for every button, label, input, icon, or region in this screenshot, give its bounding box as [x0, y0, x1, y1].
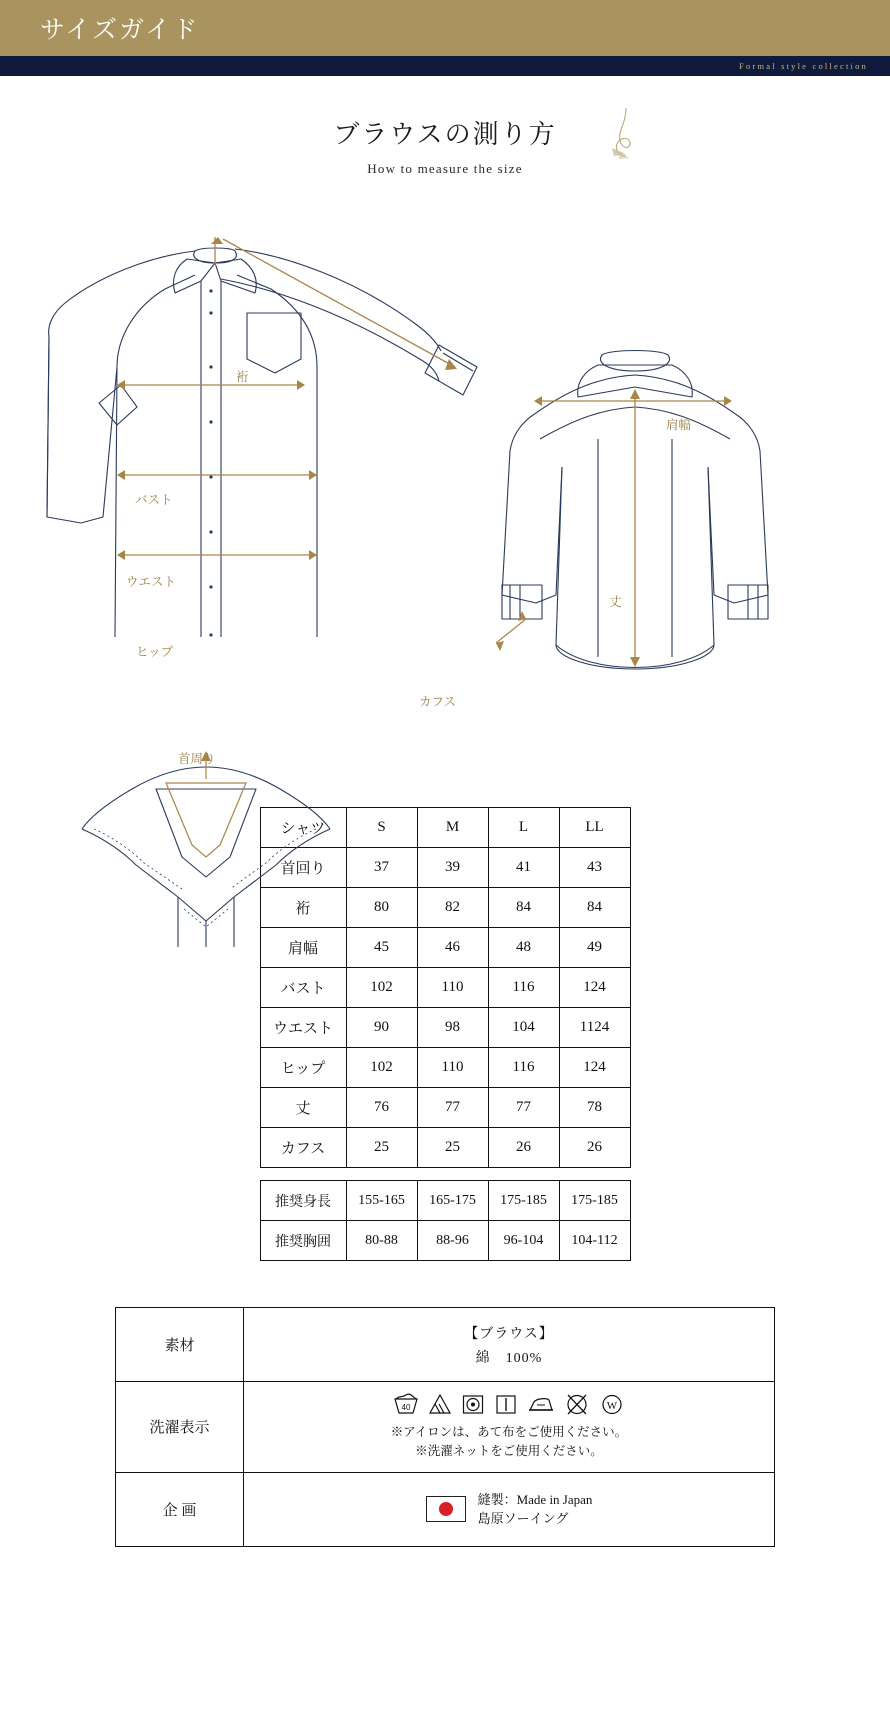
cell: 102 — [346, 968, 417, 1008]
cell: 80-88 — [346, 1221, 417, 1261]
info-row-wash — [116, 1382, 775, 1473]
cell: 26 — [488, 1128, 559, 1168]
cell: 88-96 — [417, 1221, 488, 1261]
row-label: 丈 — [260, 1088, 346, 1128]
cell: 37 — [346, 848, 417, 888]
row-label: 肩幅 — [260, 928, 346, 968]
cell: 49 — [559, 928, 630, 968]
front-shirt-illustration — [25, 217, 495, 637]
cell: 26 — [559, 1128, 630, 1168]
cell: 102 — [346, 1048, 417, 1088]
table-row — [260, 1088, 630, 1128]
cell: 98 — [417, 1008, 488, 1048]
label-cuffs: カフス — [419, 695, 457, 709]
back-shirt-illustration — [480, 327, 790, 687]
cell: 90 — [346, 1008, 417, 1048]
measure-title-ja: ブラウスの測り方 — [333, 120, 557, 149]
plan-line2: 島原ソーイング — [477, 1511, 569, 1527]
label-length: 丈 — [609, 595, 622, 609]
material-label: 素材 — [116, 1308, 244, 1382]
material-line1: 【ブラウス】 — [464, 1326, 554, 1342]
cell: 76 — [346, 1088, 417, 1128]
plan-value — [244, 1472, 775, 1546]
size-table-header-4: LL — [559, 808, 630, 848]
cell: 165-175 — [417, 1181, 488, 1221]
cell: 175-185 — [488, 1181, 559, 1221]
cell: 41 — [488, 848, 559, 888]
plan-line1: 縫製：Made in Japan — [477, 1491, 593, 1507]
cell: 84 — [559, 888, 630, 928]
cell: 48 — [488, 928, 559, 968]
wash-tub-40-icon — [393, 1392, 419, 1416]
cell: 175-185 — [559, 1181, 630, 1221]
no-dryclean-icon — [564, 1392, 590, 1416]
product-info-table — [115, 1307, 775, 1547]
row-label: 推奨胸囲 — [260, 1221, 346, 1261]
label-shoulder-width: 肩幅 — [666, 418, 692, 432]
cell: 110 — [417, 1048, 488, 1088]
label-hip: ヒップ — [136, 645, 174, 659]
label-neck: 首周り — [178, 752, 216, 766]
cell: 25 — [346, 1128, 417, 1168]
cell: 104 — [488, 1008, 559, 1048]
cell: 84 — [488, 888, 559, 928]
japan-flag-icon — [426, 1496, 466, 1522]
cell: 46 — [417, 928, 488, 968]
cell: 96-104 — [488, 1221, 559, 1261]
row-label: カフス — [260, 1128, 346, 1168]
cell: 39 — [417, 848, 488, 888]
material-value — [244, 1308, 775, 1382]
product-info-section — [0, 1307, 890, 1607]
row-label: ヒップ — [260, 1048, 346, 1088]
bleach-triangle-icon — [428, 1392, 452, 1416]
size-table-header-2: M — [417, 808, 488, 848]
info-row-plan — [116, 1472, 775, 1546]
measurement-diagrams — [0, 187, 890, 807]
cell: 116 — [488, 968, 559, 1008]
svg-text:40: 40 — [401, 1403, 411, 1412]
dry-natural-icon — [494, 1392, 518, 1416]
wash-care-icons — [252, 1392, 766, 1416]
table-row — [260, 1128, 630, 1168]
collection-label: Formal style collection — [739, 61, 868, 71]
table-row — [260, 968, 630, 1008]
cell: 82 — [417, 888, 488, 928]
iron-icon — [527, 1392, 555, 1416]
wash-value — [244, 1382, 775, 1473]
row-label: バスト — [260, 968, 346, 1008]
info-row-material — [116, 1308, 775, 1382]
wetclean-w-icon — [599, 1392, 625, 1416]
label-waist: ウエスト — [126, 575, 177, 589]
tumble-dry-icon — [461, 1392, 485, 1416]
page-header — [0, 0, 890, 56]
size-table-header-1: S — [346, 808, 417, 848]
cell: 116 — [488, 1048, 559, 1088]
label-yuki: 裄 — [236, 370, 249, 384]
row-label: 裄 — [260, 888, 346, 928]
cell: 155-165 — [346, 1181, 417, 1221]
table-row — [260, 1048, 630, 1088]
collar-detail-illustration — [60, 737, 350, 947]
row-label: 首回り — [260, 848, 346, 888]
cell: 77 — [417, 1088, 488, 1128]
cell: 45 — [346, 928, 417, 968]
cell: 124 — [559, 968, 630, 1008]
cell: 80 — [346, 888, 417, 928]
table-row — [260, 1008, 630, 1048]
cell: 78 — [559, 1088, 630, 1128]
label-bust: バスト — [135, 493, 173, 507]
cell: 124 — [559, 1048, 630, 1088]
sub-header — [0, 56, 890, 76]
svg-text:W: W — [606, 1400, 618, 1412]
row-label: ウエスト — [260, 1008, 346, 1048]
cell: 25 — [417, 1128, 488, 1168]
measure-title-block — [0, 76, 890, 177]
wash-label: 洗濯表示 — [116, 1382, 244, 1473]
cell: 1124 — [559, 1008, 630, 1048]
material-line2: 綿 100% — [475, 1350, 543, 1366]
plan-label: 企 画 — [116, 1472, 244, 1546]
table-row — [260, 1221, 630, 1261]
measure-title-en: How to measure the size — [367, 161, 523, 176]
recommend-table — [260, 1180, 631, 1261]
size-table-header-3: L — [488, 808, 559, 848]
table-row — [260, 1181, 630, 1221]
page-title: サイズガイド — [40, 16, 200, 44]
wash-note-2: ※洗濯ネットをご使用ください。 — [415, 1444, 603, 1459]
size-table-header-0: シャツ — [260, 808, 346, 848]
row-label: 推奨身長 — [260, 1181, 346, 1221]
cell: 104-112 — [559, 1221, 630, 1261]
wash-note-1: ※アイロンは、あて布をご使用ください。 — [390, 1425, 628, 1439]
cell: 110 — [417, 968, 488, 1008]
cell: 77 — [488, 1088, 559, 1128]
needle-thread-decoration-icon — [596, 104, 656, 160]
cell: 43 — [559, 848, 630, 888]
